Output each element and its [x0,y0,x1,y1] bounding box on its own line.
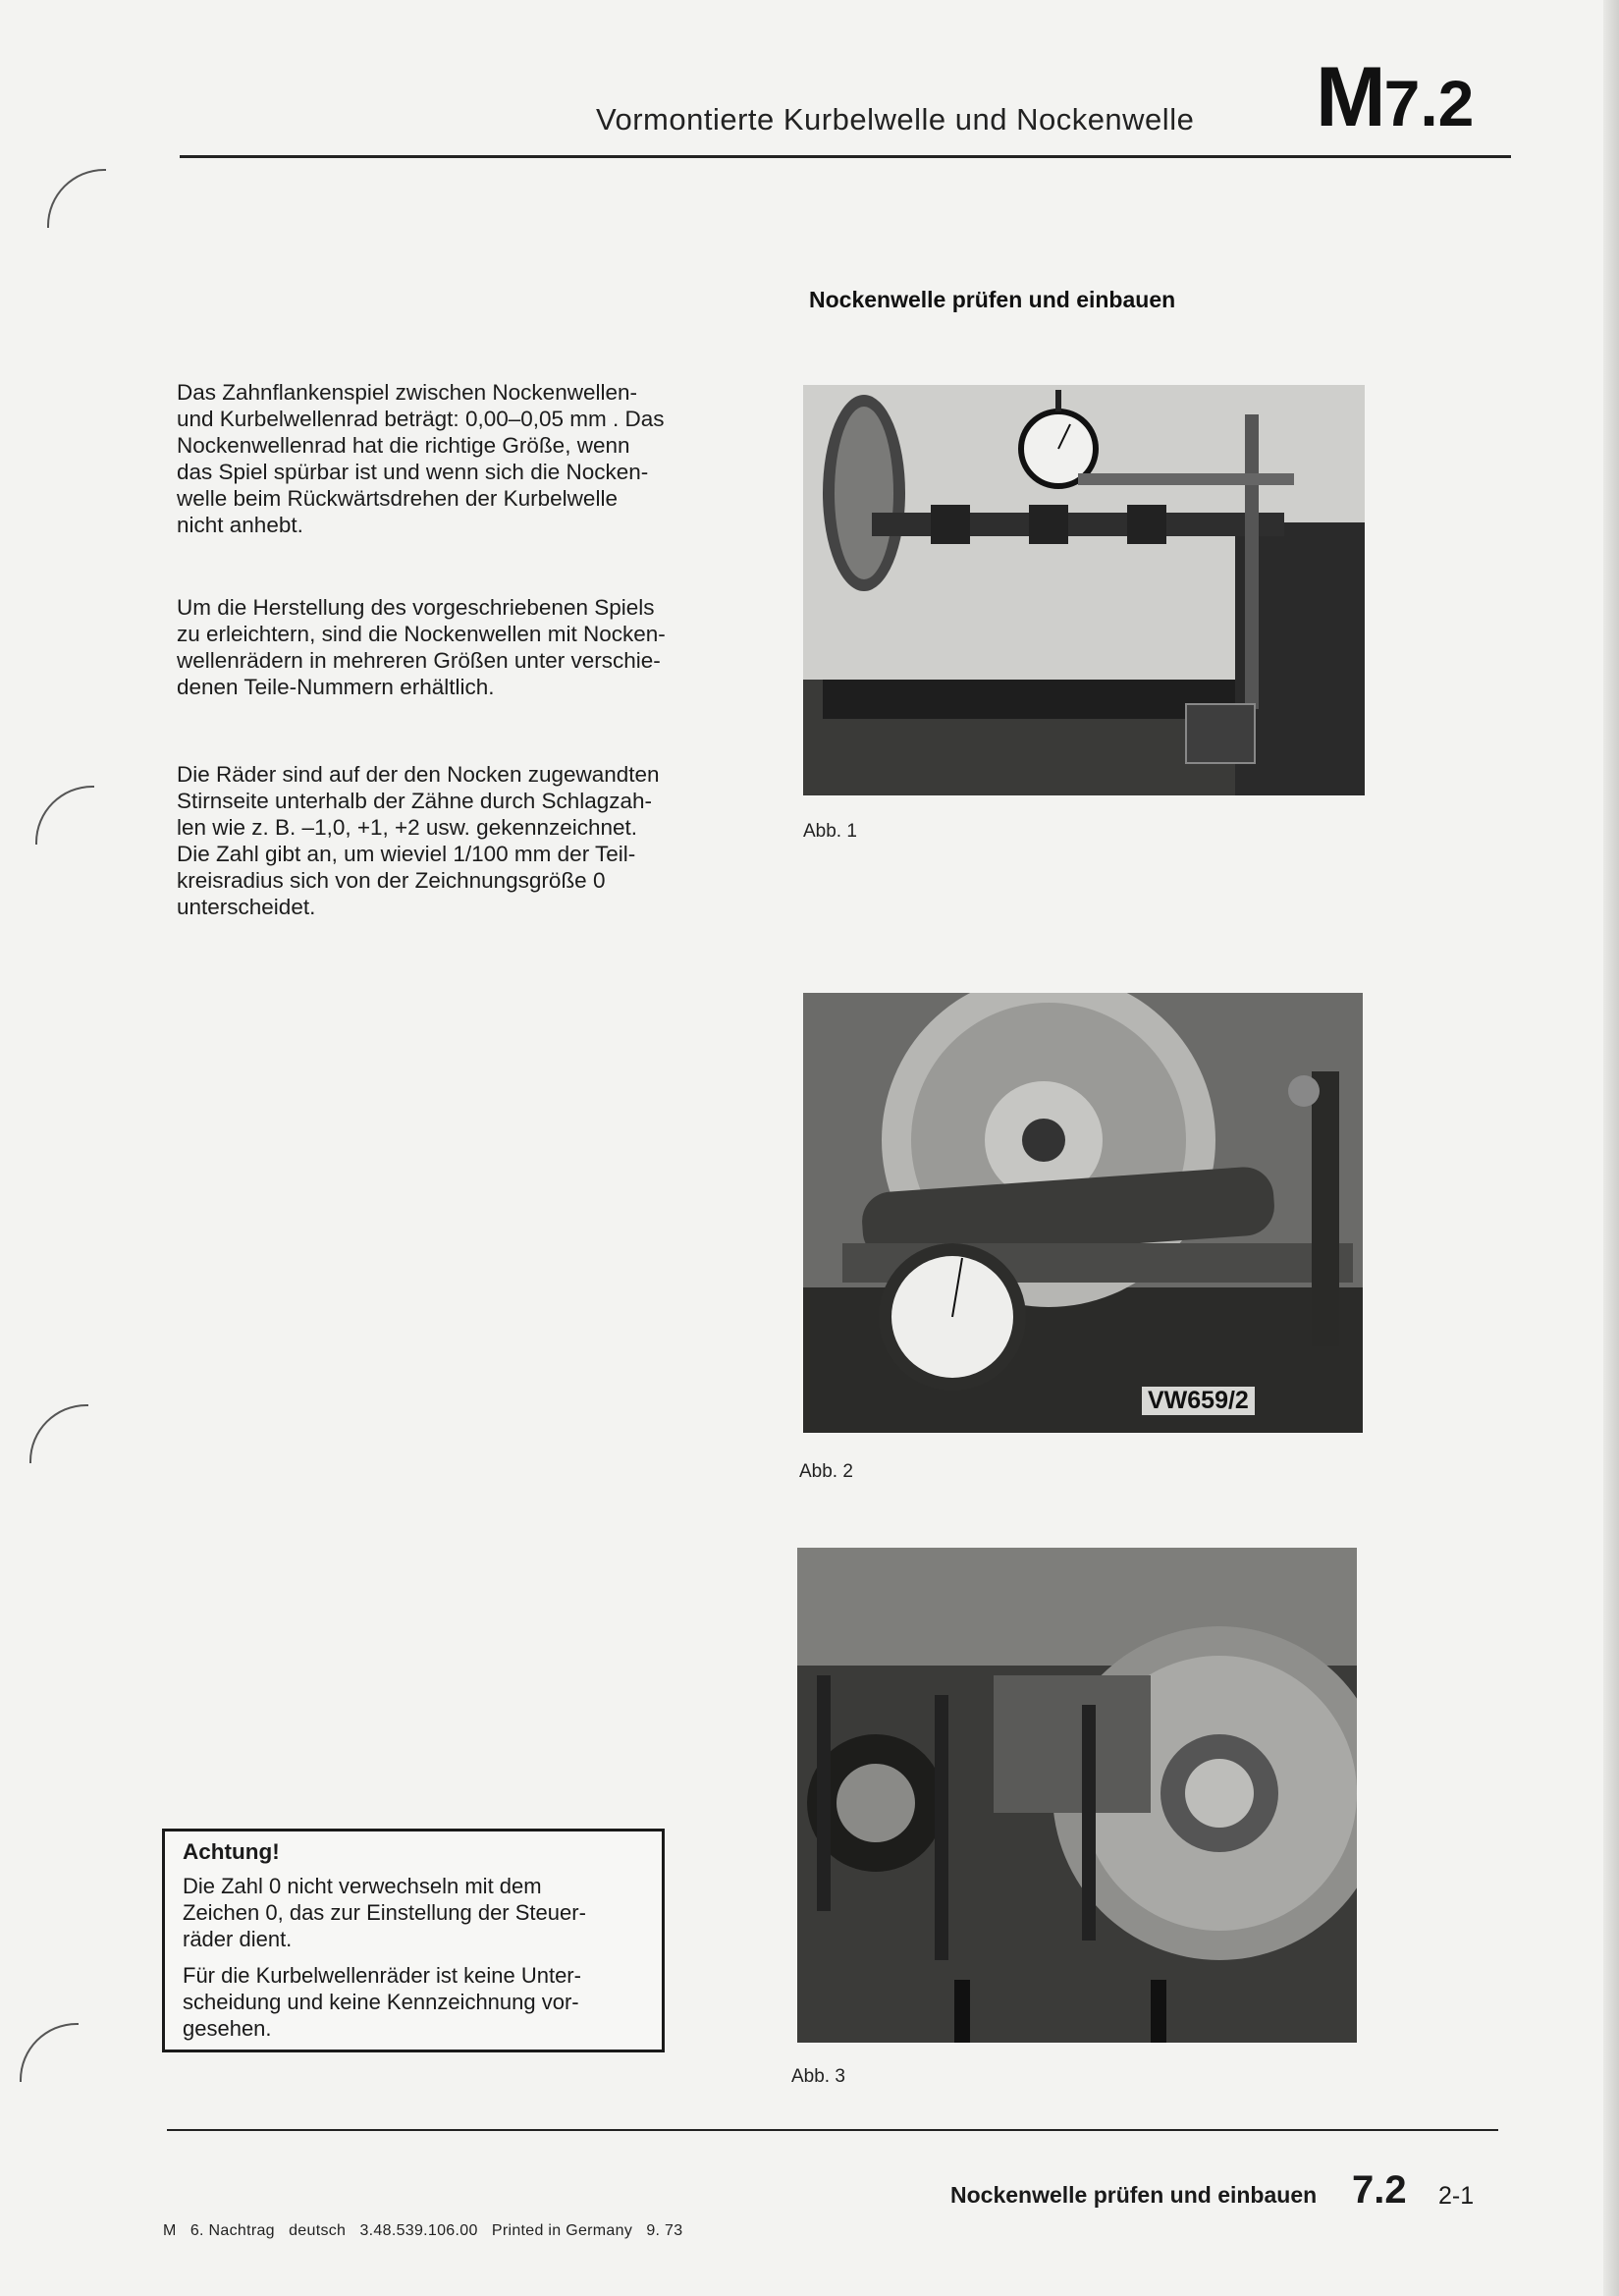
warning-note-box [162,1829,665,2052]
section-title: Nockenwelle prüfen und einbauen [809,287,1176,312]
body-paragraph-3: Die Räder sind auf der den Nocken zugewandten Stirnseite unterhalb der Zähne durch Schlagzah- len wie z. B. –1,0, +1, +2 usw. gekennzeichnet. Die Zahl gibt an, um wieviel 1/100 mm der Teil- kreisradius sich von der Zeichnungsgröße 0 unterscheidet. [177,762,660,919]
header-rule [180,155,1511,158]
footer-page-number: 2-1 [1438,2182,1475,2210]
figure-2-tool-label: VW659/2 [1142,1387,1255,1415]
page-edge [1603,0,1619,2296]
body-paragraph-1: Das Zahnflankenspiel zwischen Nockenwellen- und Kurbelwellenrad beträgt: 0,00–0,05 mm . Das Nockenwellenrad hat die richtige Größe, wenn das Spiel spürbar ist und wenn sich die Nocken- welle beim Rückwärtsdrehen der Kurbelwelle nicht anhebt. [177,380,665,537]
note-paragraph-1: Die Zahl 0 nicht verwechseln mit dem Zeichen 0, das zur Einstellung der Steuer- räder dient. [183,1874,586,1951]
note-title: Achtung! [183,1839,280,1864]
figure-2-caption: Abb. 2 [799,1461,853,1482]
header-code-number: 7.2 [1383,67,1475,139]
note-paragraph-2: Für die Kurbelwellenräder ist keine Unter- scheidung und keine Kennzeichnung vor- gesehen. [183,1963,581,2041]
body-paragraph-2: Um die Herstellung des vorgeschriebenen Spiels zu erleichtern, sind die Nockenwellen mit Nocken- wellenrädern in mehreren Größen unter verschie- denen Teile-Nummern erhältlich. [177,595,666,699]
punch-mark [29,1404,88,1463]
figure-2-photo [803,993,1363,1433]
footer-imprint: M 6. Nachtrag deutsch 3.48.539.106.00 Printed in Germany 9. 73 [163,2222,683,2239]
figure-3-photo [797,1548,1357,2043]
header-code-letter: M [1316,50,1384,144]
punch-mark [20,2023,79,2082]
figure-1-caption: Abb. 1 [803,821,857,842]
footer-section-title: Nockenwelle prüfen und einbauen [950,2182,1318,2208]
punch-mark [35,786,94,845]
punch-mark [47,169,106,228]
header-title: Vormontierte Kurbelwelle und Nockenwelle [596,102,1195,137]
footer-section-number: 7.2 [1352,2168,1407,2212]
footer-rule [167,2129,1498,2131]
header-code [1316,50,1475,144]
figure-3-caption: Abb. 3 [791,2066,845,2087]
figure-1-photo [803,385,1365,795]
